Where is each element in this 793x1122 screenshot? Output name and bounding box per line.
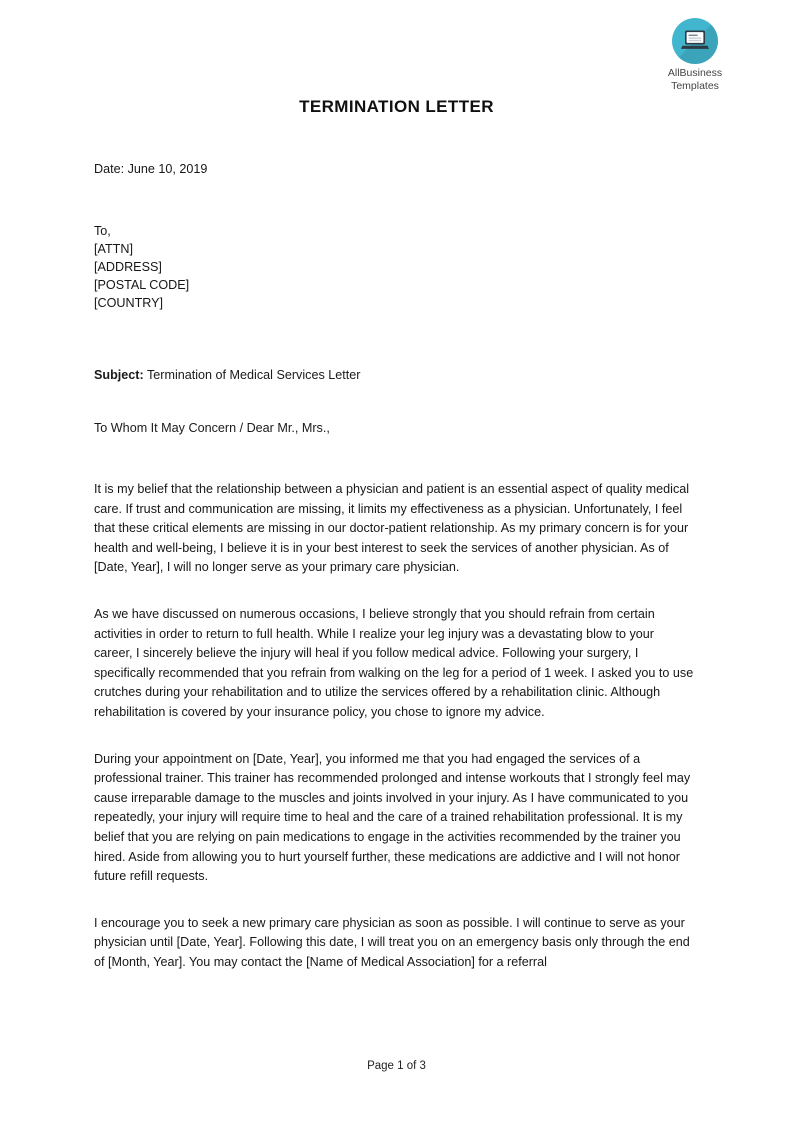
subject-line	[94, 366, 694, 384]
body-paragraph: I encourage you to seek a new primary care physician as soon as possible. I will continue to serve as your physician until [Date, Year]. Following this date, I will treat you on an emergency basis only through the end of [Month, Year]. You may contact the [Name of Medical Association] for a referral	[94, 915, 690, 969]
logo-circle	[672, 18, 718, 64]
subject-value: Termination of Medical Services Letter	[143, 368, 361, 382]
address-line: To,	[94, 224, 111, 238]
page-footer: Page 1 of 3	[367, 1060, 426, 1072]
laptop-document-icon	[680, 29, 710, 53]
recipient-address-block	[94, 222, 694, 312]
address-line: [ADDRESS]	[94, 260, 162, 274]
body-paragraph: It is my belief that the relationship between a physician and patient is an essential aspect of quality medical care. If trust and communication are missing, it limits my effectiveness as a physician. Unfortunately, I feel that these critical elements are missing in our doctor-patient relationship. As my primary concern is for your health and well-being, I believe it is in your best interest to seek the services of another physician. As of [Date, Year], I will no longer serve as your primary care physician.	[94, 482, 690, 575]
address-line: [COUNTRY]	[94, 296, 164, 310]
body-paragraph: As we have discussed on numerous occasions, I believe strongly that you should refrain from certain activities in order to return to full health. While I realize your leg injury was a devastating blow to your career, I sincerely believe the injury will heal if you follow medical advice. Following your surgery, I specifically recommended that you refrain from walking on the leg for a period of 1 week. I asked you to use crutches during your rehabilitation and to utilize the services offered by a rehabilitation clinic. Although rehabilitation is covered by your insurance policy, you chose to ignore my advice.	[94, 606, 694, 719]
date-line: Date: June 10, 2019	[94, 162, 208, 176]
address-line: [ATTN]	[94, 242, 133, 256]
page-title: TERMINATION LETTER	[299, 97, 494, 116]
logo-text-line2: Templates	[671, 79, 719, 92]
subject-label: Subject:	[94, 368, 144, 382]
body-paragraph: During your appointment on [Date, Year], you informed me that you had engaged the services of a professional trainer. This trainer has recommended prolonged and intense workouts that I strongly feel may cause irreparable damage to the muscles and joints involved in your injury. As I have communicated to you repeatedly, your injury will require time to heal and the care of a trained rehabilitation professional. It is my belief that you are relying on pain medications to engage in the activities recommended by the trainer you hired. Aside from allowing you to hurt yourself further, these medications are addictive and I will not honor future refill requests.	[94, 751, 691, 884]
brand-logo	[635, 18, 755, 92]
salutation-line: To Whom It May Concern / Dear Mr., Mrs.,	[94, 421, 330, 435]
document-body	[94, 160, 694, 972]
address-line: [POSTAL CODE]	[94, 278, 190, 292]
logo-text	[635, 67, 755, 92]
logo-text-line1: AllBusiness	[667, 67, 723, 79]
